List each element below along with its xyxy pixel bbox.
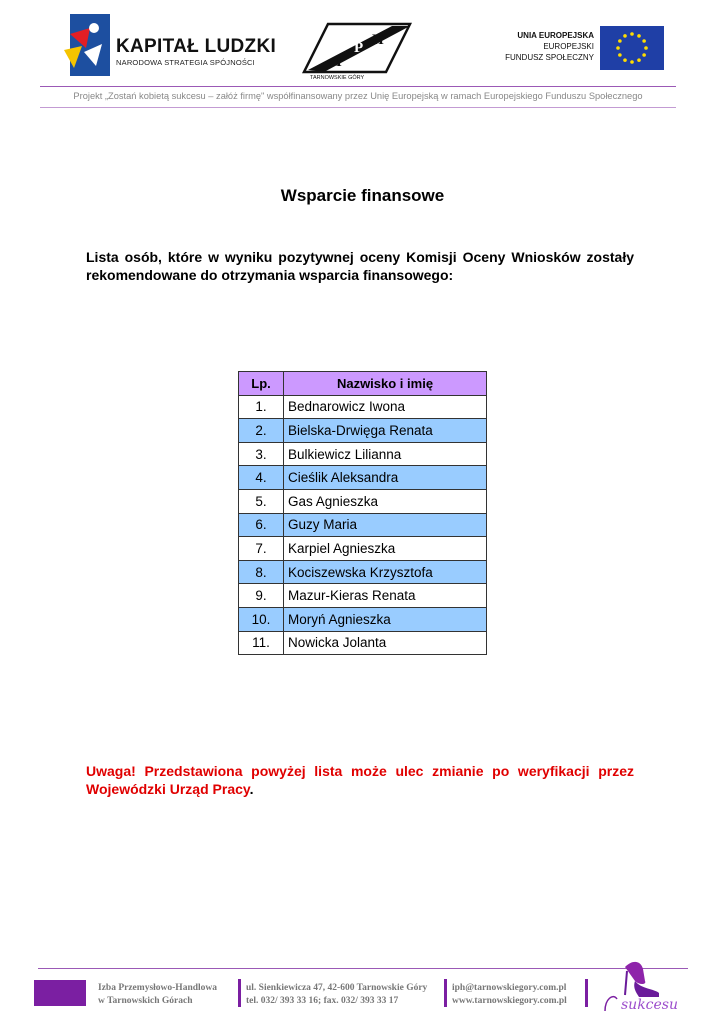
iph-caption: TARNOWSKIE GÓRY — [310, 75, 365, 80]
header-divider — [40, 86, 676, 87]
eu-star-icon — [623, 58, 627, 62]
iph-letter-h: H — [372, 32, 384, 48]
project-info: Projekt „Zostań kobietą sukcesu – załóż firmę" współfinansowany przez Unię Europejską w ramach Europejskiego Funduszu Społecznego — [73, 91, 643, 101]
eu-star-icon — [630, 32, 634, 36]
table-header-row — [239, 372, 487, 396]
row-number: 9. — [239, 584, 284, 608]
warning-text: Uwaga! Przedstawiona powyżej lista może ulec zmianie po weryfikacji przez Wojewódzki Urząd Pracy — [86, 763, 634, 797]
footer-separator — [585, 979, 588, 1007]
footer-address-line: ul. Sienkiewicza 47, 42-600 Tarnowskie Góry — [246, 983, 428, 993]
row-person-name: Cieślik Aleksandra — [284, 466, 487, 490]
kapital-ludzki-subtitle: NARODOWA STRATEGIA SPÓJNOŚCI — [116, 58, 255, 67]
ue-line-3: FUNDUSZ SPOŁECZNY — [505, 53, 594, 62]
header-lp: Lp. — [239, 372, 284, 396]
footer-separator — [444, 979, 447, 1007]
footer-phone-line: tel. 032/ 393 33 16; fax. 032/ 393 33 17 — [246, 996, 399, 1006]
table-row — [239, 631, 487, 655]
iph-letter-i: I — [336, 54, 342, 70]
eu-flag-icon — [600, 26, 664, 70]
ue-line-1: UNIA EUROPEJSKA — [517, 31, 594, 40]
row-number: 10. — [239, 607, 284, 631]
footer-organization — [98, 982, 217, 1008]
footer-email-link[interactable]: iph@tarnowskiegory.com.pl — [452, 983, 567, 993]
footer-contact — [452, 982, 567, 1008]
eu-star-icon — [618, 39, 622, 43]
row-person-name: Moryń Agnieszka — [284, 607, 487, 631]
table-row — [239, 395, 487, 419]
shoe-logo-icon — [595, 955, 685, 1013]
iph-logo-icon — [300, 22, 412, 80]
shoe-logo-text: sukcesu — [621, 997, 679, 1013]
row-number: 2. — [239, 419, 284, 443]
row-person-name: Kociszewska Krzysztofa — [284, 560, 487, 584]
table-row — [239, 419, 487, 443]
eu-star-icon — [637, 58, 641, 62]
row-number: 11. — [239, 631, 284, 655]
row-number: 4. — [239, 466, 284, 490]
eu-star-icon — [616, 46, 620, 50]
ue-text — [470, 30, 594, 63]
warning-note — [86, 762, 634, 798]
kapital-ludzki-title: KAPITAŁ LUDZKI — [116, 36, 277, 57]
eu-star-icon — [623, 34, 627, 38]
row-number: 1. — [239, 395, 284, 419]
row-number: 8. — [239, 560, 284, 584]
document-title: Wsparcie finansowe — [280, 186, 445, 205]
row-number: 6. — [239, 513, 284, 537]
table-row — [239, 607, 487, 631]
footer-www-link[interactable]: www.tarnowskiegory.com.pl — [452, 996, 567, 1006]
warning-end: . — [249, 781, 254, 797]
footer-org-line-1: Izba Przemysłowo-Handlowa — [98, 983, 218, 993]
table-row — [239, 489, 487, 513]
header-divider-lower — [40, 107, 676, 108]
eu-star-icon — [642, 53, 646, 57]
table-row — [239, 513, 487, 537]
table-row — [239, 560, 487, 584]
row-person-name: Bednarowicz Iwona — [284, 395, 487, 419]
row-person-name: Nowicka Jolanta — [284, 631, 487, 655]
row-person-name: Bulkiewicz Lilianna — [284, 442, 487, 466]
row-number: 5. — [239, 489, 284, 513]
table-row — [239, 584, 487, 608]
row-number: 3. — [239, 442, 284, 466]
intro-paragraph: Lista osób, które w wyniku pozytywnej oceny Komisji Oceny Wniosków zostały rekomendowane do otrzymania wsparcia finansowego: — [86, 249, 634, 283]
eu-star-icon — [642, 39, 646, 43]
footer-color-block — [34, 980, 86, 1006]
row-person-name: Karpiel Agnieszka — [284, 537, 487, 561]
row-person-name: Guzy Maria — [284, 513, 487, 537]
footer-separator — [238, 979, 241, 1007]
table-row — [239, 442, 487, 466]
row-person-name: Gas Agnieszka — [284, 489, 487, 513]
recommended-list-table — [238, 371, 487, 655]
header-name: Nazwisko i imię — [284, 372, 487, 396]
row-number: 7. — [239, 537, 284, 561]
footer-divider — [38, 968, 688, 969]
row-person-name: Bielska-Drwięga Renata — [284, 419, 487, 443]
iph-letter-p: P — [354, 40, 364, 56]
footer-org-line-2: w Tarnowskich Górach — [98, 996, 193, 1006]
footer-address — [246, 982, 427, 1008]
row-person-name: Mazur-Kieras Renata — [284, 584, 487, 608]
eu-star-icon — [637, 34, 641, 38]
ue-line-2: EUROPEJSKI — [543, 42, 594, 51]
table-row — [239, 466, 487, 490]
eu-star-icon — [630, 60, 634, 64]
table-row — [239, 537, 487, 561]
eu-star-icon — [618, 53, 622, 57]
eu-star-icon — [644, 46, 648, 50]
